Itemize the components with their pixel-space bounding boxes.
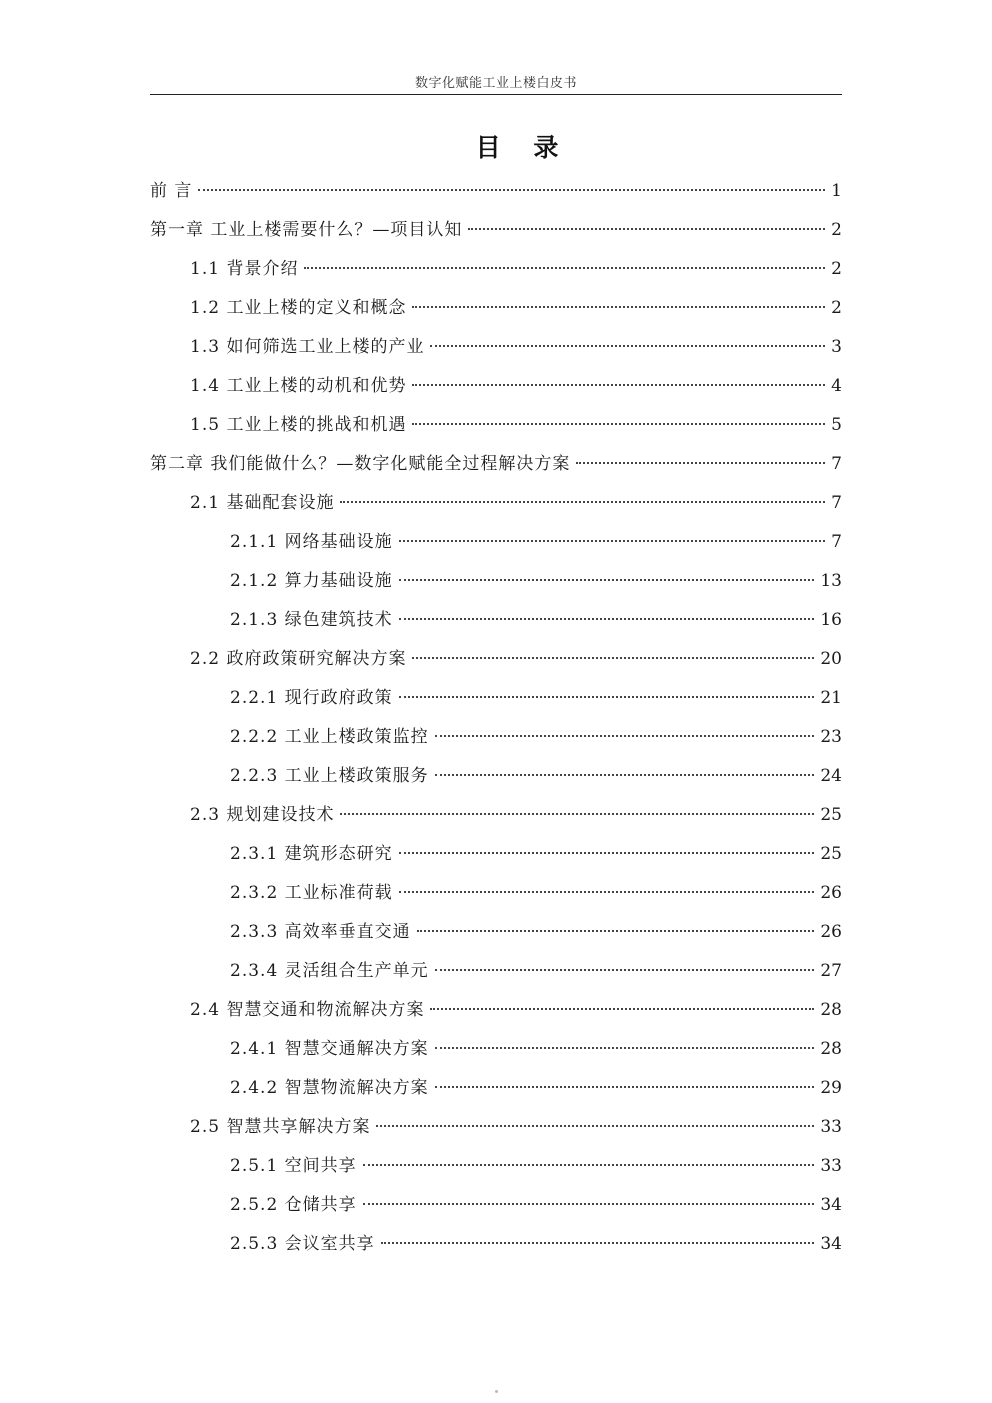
toc-entry-label: 1.5 工业上楼的挑战和机遇 [190,415,407,435]
toc-dot-leader [198,189,825,191]
toc-entry-label: 2.5.3 会议室共享 [230,1234,375,1254]
toc-dot-leader [340,501,825,503]
toc-dot-leader [412,423,825,425]
toc-dot-leader [399,696,815,698]
toc-entry[interactable] [150,406,842,445]
toc-entry-page-number: 20 [820,649,842,669]
toc-entry-label: 2.2.3 工业上楼政策服务 [230,766,429,786]
toc-entry-label: 2.4.2 智慧物流解决方案 [230,1078,429,1098]
toc-entry-label: 1.3 如何筛选工业上楼的产业 [190,337,425,357]
toc-entry[interactable] [150,913,842,952]
toc-entry-page-number: 26 [820,922,842,942]
toc-dot-leader [417,930,815,932]
toc-entry-label: 2.1.2 算力基础设施 [230,571,393,591]
toc-entry-label: 2.5.2 仓储共享 [230,1195,357,1215]
toc-entry[interactable] [150,289,842,328]
toc-dot-leader [363,1203,815,1205]
toc-entry-label: 1.1 背景介绍 [190,259,299,279]
toc-entry[interactable] [150,1225,842,1264]
toc-entry-page-number: 7 [831,493,842,513]
header-divider [150,94,842,95]
toc-entry-label: 第二章 我们能做什么？—数字化赋能全过程解决方案 [150,454,571,474]
toc-entry-label: 2.3.2 工业标准荷载 [230,883,393,903]
toc-title: 目 录 [475,133,571,162]
toc-entry[interactable] [150,796,842,835]
toc-entry-page-number: 28 [820,1000,842,1020]
toc-entry-label: 2.2 政府政策研究解决方案 [190,649,407,669]
toc-entry-page-number: 1 [831,181,842,201]
toc-entry-page-number: 25 [820,805,842,825]
table-of-contents [150,172,842,1264]
toc-entry[interactable] [150,523,842,562]
toc-dot-leader [399,540,826,542]
toc-entry-page-number: 2 [831,220,842,240]
toc-entry-page-number: 4 [831,376,842,396]
toc-dot-leader [376,1125,814,1127]
toc-dot-leader [576,462,825,464]
toc-entry-label: 第一章 工业上楼需要什么？—项目认知 [150,220,463,240]
toc-entry[interactable] [150,640,842,679]
toc-entry[interactable] [150,484,842,523]
toc-entry-label: 前 言 [150,181,193,201]
toc-entry-page-number: 13 [820,571,842,591]
toc-entry-page-number: 2 [831,259,842,279]
toc-entry-page-number: 25 [820,844,842,864]
toc-entry-label: 2.1 基础配套设施 [190,493,335,513]
toc-entry-label: 2.3.3 高效率垂直交通 [230,922,411,942]
toc-entry-page-number: 5 [831,415,842,435]
toc-dot-leader [412,306,825,308]
toc-entry-label: 2.3.1 建筑形态研究 [230,844,393,864]
toc-entry-page-number: 28 [820,1039,842,1059]
toc-dot-leader [435,774,815,776]
toc-entry-page-number: 27 [820,961,842,981]
toc-entry-label: 2.4.1 智慧交通解决方案 [230,1039,429,1059]
toc-dot-leader [399,579,815,581]
toc-entry[interactable] [150,601,842,640]
toc-entry[interactable] [150,1186,842,1225]
toc-dot-leader [363,1164,815,1166]
toc-entry-page-number: 16 [820,610,842,630]
toc-entry-label: 2.2.2 工业上楼政策监控 [230,727,429,747]
toc-entry-label: 1.2 工业上楼的定义和概念 [190,298,407,318]
toc-dot-leader [435,969,815,971]
toc-entry-page-number: 24 [820,766,842,786]
toc-entry[interactable] [150,874,842,913]
toc-entry-label: 2.5.1 空间共享 [230,1156,357,1176]
toc-entry[interactable] [150,328,842,367]
toc-entry[interactable] [150,1030,842,1069]
toc-entry-label: 2.3 规划建设技术 [190,805,335,825]
toc-dot-leader [340,813,814,815]
toc-dot-leader [430,1008,814,1010]
toc-entry-page-number: 7 [831,454,842,474]
toc-entry-page-number: 34 [820,1234,842,1254]
toc-dot-leader [381,1242,815,1244]
toc-entry[interactable] [150,679,842,718]
toc-entry-page-number: 29 [820,1078,842,1098]
toc-entry[interactable] [150,1108,842,1147]
toc-entry-label: 2.3.4 灵活组合生产单元 [230,961,429,981]
toc-entry-label: 2.1.1 网络基础设施 [230,532,393,552]
toc-entry[interactable] [150,250,842,289]
toc-entry[interactable] [150,991,842,1030]
toc-entry[interactable] [150,367,842,406]
toc-entry-page-number: 21 [820,688,842,708]
toc-entry[interactable] [150,562,842,601]
toc-dot-leader [304,267,825,269]
toc-entry[interactable] [150,1069,842,1108]
toc-entry-page-number: 7 [831,532,842,552]
toc-entry-label: 2.5 智慧共享解决方案 [190,1117,371,1137]
toc-entry-page-number: 33 [820,1156,842,1176]
toc-entry[interactable] [150,835,842,874]
toc-entry[interactable] [150,172,842,211]
toc-dot-leader [412,384,825,386]
toc-dot-leader [412,657,814,659]
toc-entry-page-number: 26 [820,883,842,903]
toc-entry[interactable] [150,952,842,991]
toc-entry[interactable] [150,757,842,796]
toc-dot-leader [430,345,825,347]
toc-entry-label: 2.2.1 现行政府政策 [230,688,393,708]
toc-entry[interactable] [150,445,842,484]
toc-entry[interactable] [150,1147,842,1186]
toc-entry-page-number: 34 [820,1195,842,1215]
toc-entry-page-number: 33 [820,1117,842,1137]
toc-dot-leader [399,891,815,893]
toc-dot-leader [435,1086,815,1088]
toc-dot-leader [468,228,825,230]
toc-dot-leader [399,852,815,854]
toc-entry-label: 2.1.3 绿色建筑技术 [230,610,393,630]
toc-dot-leader [399,618,815,620]
toc-dot-leader [435,735,815,737]
toc-entry[interactable] [150,718,842,757]
toc-entry-page-number: 2 [831,298,842,318]
toc-entry-page-number: 23 [820,727,842,747]
footer-mark [495,1390,498,1393]
toc-entry-label: 1.4 工业上楼的动机和优势 [190,376,407,396]
toc-entry[interactable] [150,211,842,250]
toc-entry-page-number: 3 [831,337,842,357]
toc-dot-leader [435,1047,815,1049]
running-header: 数字化赋能工业上楼白皮书 [414,76,577,91]
toc-entry-label: 2.4 智慧交通和物流解决方案 [190,1000,425,1020]
